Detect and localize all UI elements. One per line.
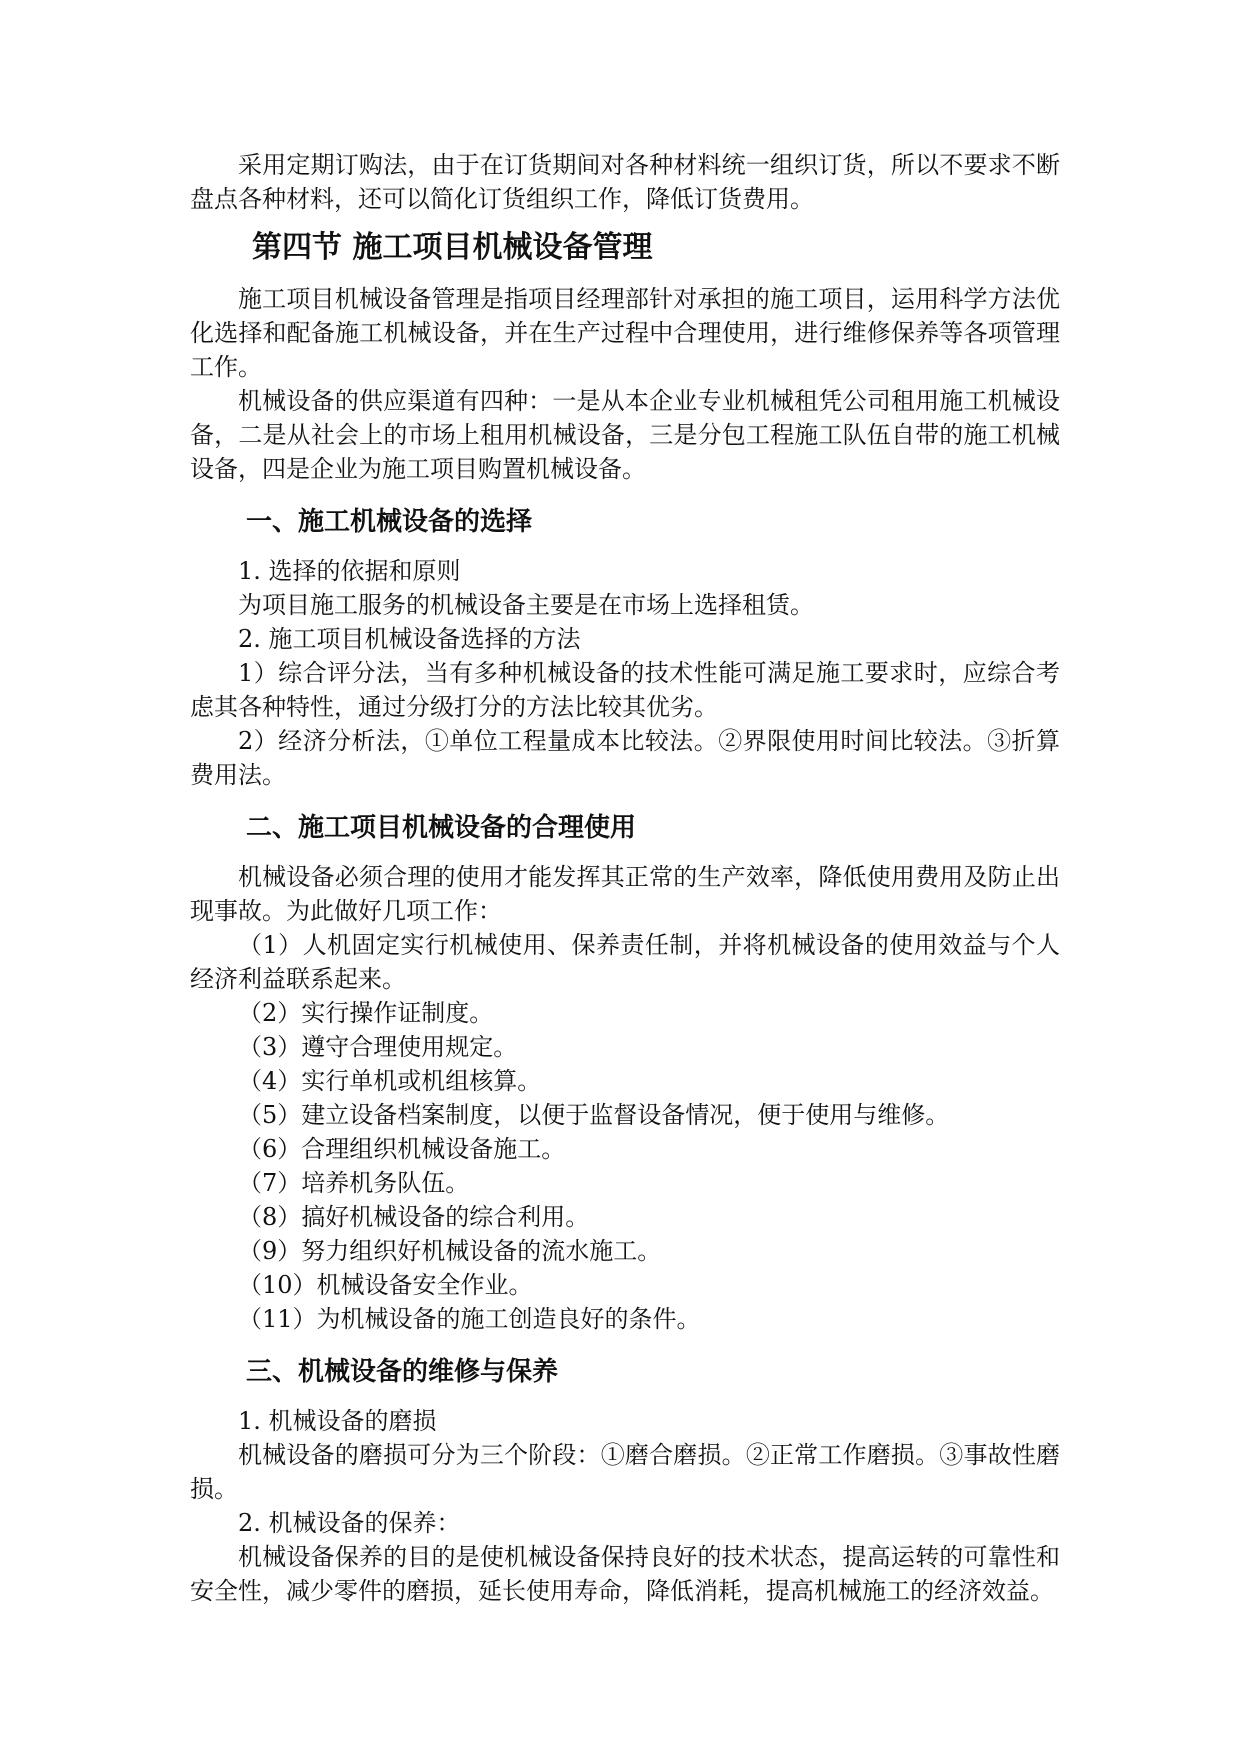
paragraph-basis: 1. 选择的依据和原则 (238, 557, 461, 585)
paragraph-definition: 施工项目机械设备管理是指项目经理部针对承担的施工项目，运用科学方法优化选择和配备施工机械设备，并在生产过程中合理使用，进行维修保养等各项管理工作。 (190, 285, 1060, 381)
list-item: （1）人机固定实行机械使用、保养责任制，并将机械设备的使用效益与个人经济利益联系起来。 (190, 931, 1060, 993)
paragraph-rental: 为项目施工服务的机械设备主要是在市场上选择租赁。 (238, 591, 814, 619)
list-item: （2）实行操作证制度。 (238, 999, 494, 1027)
paragraph-usage-intro: 机械设备必须合理的使用才能发挥其正常的生产效率，降低使用费用及防止出现事故。为此做好几项工作： (190, 863, 1060, 925)
list-item: （5）建立设备档案制度，以便于监督设备情况，便于使用与维修。 (238, 1101, 950, 1129)
list-item: （9）努力组织好机械设备的流水施工。 (238, 1237, 662, 1265)
list-item: （10）机械设备安全作业。 (238, 1271, 533, 1299)
list-item: （11）为机械设备的施工创造良好的条件。 (238, 1305, 701, 1333)
section-title: 第四节 施工项目机械设备管理 (252, 230, 653, 265)
list-item: （3）遵守合理使用规定。 (238, 1033, 518, 1061)
list-item: （7）培养机务队伍。 (238, 1169, 470, 1197)
paragraph-methods: 2. 施工项目机械设备选择的方法 (238, 625, 581, 653)
paragraph-wear: 机械设备的磨损可分为三个阶段：①磨合磨损。②正常工作磨损。③事故性磨损。 (190, 1441, 1060, 1503)
paragraph-intro: 采用定期订购法，由于在订货期间对各种材料统一组织订货，所以不要求不断盘点各种材料，还可以简化订货组织工作，降低订货费用。 (190, 151, 1060, 213)
list-item: （8）搞好机械设备的综合利用。 (238, 1203, 590, 1231)
document-page (190, 148, 1060, 1608)
paragraph-wear-title: 1. 机械设备的磨损 (238, 1407, 437, 1435)
list-item: （6）合理组织机械设备施工。 (238, 1135, 566, 1163)
heading-selection: 一、施工机械设备的选择 (246, 507, 533, 537)
paragraph-supply: 机械设备的供应渠道有四种：一是从本企业专业机械租凭公司租用施工机械设备，二是从社会上的市场上租用机械设备，三是分包工程施工队伍自带的施工机械设备，四是企业为施工项目购置机械设备。 (190, 387, 1060, 483)
paragraph-maintenance-title: 2. 机械设备的保养： (238, 1509, 461, 1537)
paragraph-maintenance: 机械设备保养的目的是使机械设备保持良好的技术状态，提高运转的可靠性和安全性，减少零件的磨损，延长使用寿命，降低消耗，提高机械施工的经济效益。 (190, 1543, 1060, 1605)
heading-usage: 二、施工项目机械设备的合理使用 (246, 813, 637, 843)
heading-maintenance: 三、机械设备的维修与保养 (246, 1357, 559, 1387)
paragraph-scoring: 1）综合评分法，当有多种机械设备的技术性能可满足施工要求时，应综合考虑其各种特性，通过分级打分的方法比较其优劣。 (190, 659, 1060, 721)
paragraph-economic: 2）经济分析法，①单位工程量成本比较法。②界限使用时间比较法。③折算费用法。 (190, 727, 1060, 789)
list-item: （4）实行单机或机组核算。 (238, 1067, 542, 1095)
